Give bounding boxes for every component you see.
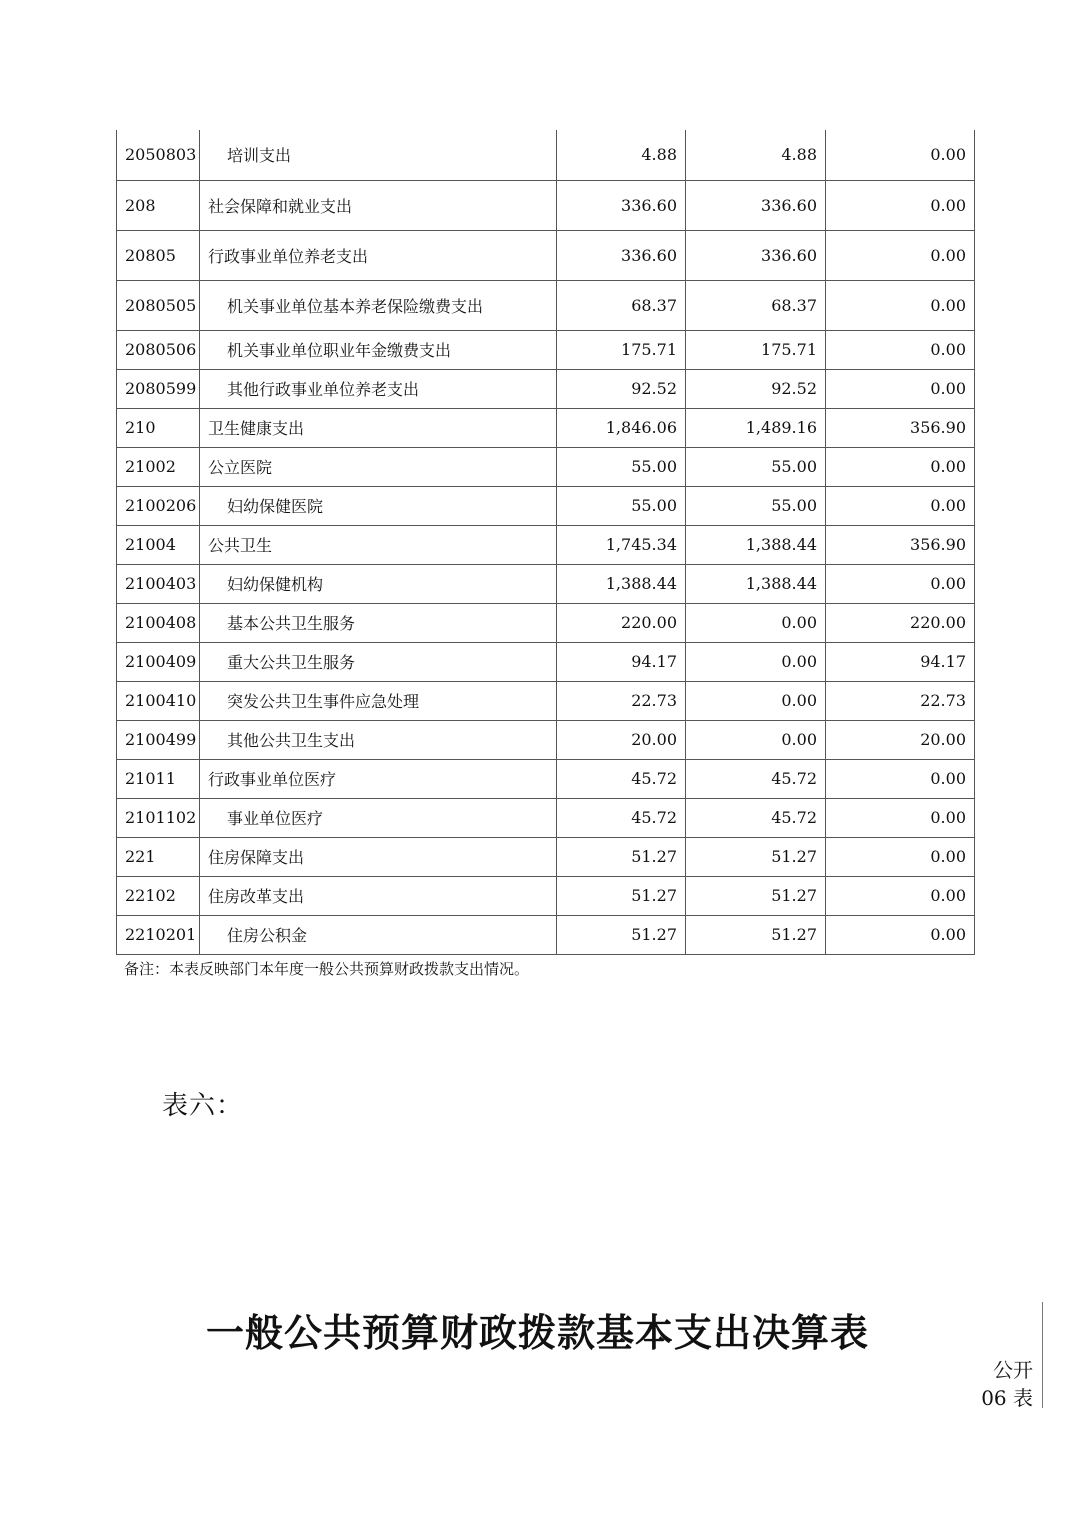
basic-amount-cell: 51.27: [686, 837, 826, 876]
subject-name-cell: 卫生健康支出: [200, 408, 557, 447]
project-amount-cell: 0.00: [826, 486, 975, 525]
table-row: [117, 915, 975, 954]
subject-name-cell: 其他行政事业单位养老支出: [200, 369, 557, 408]
page-title: 一般公共预算财政拨款基本支出决算表: [205, 1310, 869, 1355]
project-amount-cell: 0.00: [826, 837, 975, 876]
table-row: [117, 447, 975, 486]
subject-name-cell: 住房保障支出: [200, 837, 557, 876]
subject-code-cell: 21011: [117, 759, 200, 798]
project-amount-cell: 0.00: [826, 564, 975, 603]
subject-code-cell: 2050803: [117, 130, 200, 180]
basic-amount-cell: 0.00: [686, 720, 826, 759]
total-amount-cell: 175.71: [557, 330, 686, 369]
table-code-line-1: 公开: [993, 1358, 1033, 1382]
basic-amount-cell: 4.88: [686, 130, 826, 180]
subject-name-cell: 妇幼保健机构: [200, 564, 557, 603]
project-amount-cell: 0.00: [826, 447, 975, 486]
subject-code-cell: 2080505: [117, 280, 200, 330]
basic-amount-cell: 1,388.44: [686, 525, 826, 564]
table-body: [117, 130, 975, 954]
subject-code-cell: 2101102: [117, 798, 200, 837]
project-amount-cell: 0.00: [826, 369, 975, 408]
subject-name-cell: 住房公积金: [200, 915, 557, 954]
subject-name-cell: 事业单位医疗: [200, 798, 557, 837]
project-amount-cell: 0.00: [826, 230, 975, 280]
table-row: [117, 642, 975, 681]
subject-name-cell: 重大公共卫生服务: [200, 642, 557, 681]
subject-name-cell: 住房改革支出: [200, 876, 557, 915]
table-row: [117, 280, 975, 330]
subject-code-cell: 2100499: [117, 720, 200, 759]
table-row: [117, 408, 975, 447]
subject-code-cell: 21002: [117, 447, 200, 486]
basic-amount-cell: 45.72: [686, 798, 826, 837]
total-amount-cell: 51.27: [557, 876, 686, 915]
total-amount-cell: 51.27: [557, 915, 686, 954]
total-amount-cell: 92.52: [557, 369, 686, 408]
total-amount-cell: 1,388.44: [557, 564, 686, 603]
subject-code-cell: 21004: [117, 525, 200, 564]
subject-code-cell: 2100403: [117, 564, 200, 603]
total-amount-cell: 55.00: [557, 486, 686, 525]
table-row: [117, 681, 975, 720]
basic-amount-cell: 0.00: [686, 603, 826, 642]
table-row: [117, 486, 975, 525]
subject-name-cell: 公立医院: [200, 447, 557, 486]
project-amount-cell: 0.00: [826, 130, 975, 180]
table-row: [117, 564, 975, 603]
basic-amount-cell: 55.00: [686, 486, 826, 525]
subject-code-cell: 208: [117, 180, 200, 230]
basic-amount-cell: 336.60: [686, 230, 826, 280]
table-code: [981, 1356, 1033, 1412]
basic-amount-cell: 68.37: [686, 280, 826, 330]
total-amount-cell: 51.27: [557, 837, 686, 876]
table-row: [117, 603, 975, 642]
total-amount-cell: 22.73: [557, 681, 686, 720]
project-amount-cell: 356.90: [826, 408, 975, 447]
table-row: [117, 798, 975, 837]
project-amount-cell: 94.17: [826, 642, 975, 681]
project-amount-cell: 356.90: [826, 525, 975, 564]
table-row: [117, 130, 975, 180]
total-amount-cell: 4.88: [557, 130, 686, 180]
expenditure-table: [116, 130, 975, 955]
basic-amount-cell: 92.52: [686, 369, 826, 408]
total-amount-cell: 336.60: [557, 230, 686, 280]
subject-name-cell: 机关事业单位基本养老保险缴费支出: [200, 280, 557, 330]
table-row: [117, 720, 975, 759]
project-amount-cell: 0.00: [826, 759, 975, 798]
table-row: [117, 759, 975, 798]
total-amount-cell: 55.00: [557, 447, 686, 486]
subject-name-cell: 社会保障和就业支出: [200, 180, 557, 230]
total-amount-cell: 45.72: [557, 798, 686, 837]
table-row: [117, 525, 975, 564]
basic-amount-cell: 0.00: [686, 642, 826, 681]
project-amount-cell: 0.00: [826, 330, 975, 369]
subject-code-cell: 221: [117, 837, 200, 876]
basic-amount-cell: 1,489.16: [686, 408, 826, 447]
table-row: [117, 369, 975, 408]
subject-code-cell: 2210201: [117, 915, 200, 954]
basic-amount-cell: 175.71: [686, 330, 826, 369]
table-row: [117, 180, 975, 230]
subject-name-cell: 机关事业单位职业年金缴费支出: [200, 330, 557, 369]
project-amount-cell: 0.00: [826, 180, 975, 230]
total-amount-cell: 336.60: [557, 180, 686, 230]
basic-amount-cell: 55.00: [686, 447, 826, 486]
subject-name-cell: 突发公共卫生事件应急处理: [200, 681, 557, 720]
project-amount-cell: 220.00: [826, 603, 975, 642]
subject-name-cell: 行政事业单位医疗: [200, 759, 557, 798]
subject-name-cell: 基本公共卫生服务: [200, 603, 557, 642]
table-row: [117, 330, 975, 369]
subject-code-cell: 2100408: [117, 603, 200, 642]
total-amount-cell: 45.72: [557, 759, 686, 798]
subject-name-cell: 行政事业单位养老支出: [200, 230, 557, 280]
total-amount-cell: 220.00: [557, 603, 686, 642]
table-row: [117, 876, 975, 915]
table-row: [117, 837, 975, 876]
table-code-line-2: 06 表: [981, 1386, 1033, 1410]
basic-amount-cell: 336.60: [686, 180, 826, 230]
project-amount-cell: 0.00: [826, 798, 975, 837]
project-amount-cell: 22.73: [826, 681, 975, 720]
subject-name-cell: 妇幼保健医院: [200, 486, 557, 525]
total-amount-cell: 1,846.06: [557, 408, 686, 447]
subject-name-cell: 其他公共卫生支出: [200, 720, 557, 759]
subject-name-cell: 公共卫生: [200, 525, 557, 564]
basic-amount-cell: 0.00: [686, 681, 826, 720]
subject-code-cell: 210: [117, 408, 200, 447]
table-note: 备注：本表反映部门本年度一般公共预算财政拨款支出情况。: [124, 960, 530, 978]
basic-amount-cell: 1,388.44: [686, 564, 826, 603]
subject-code-cell: 20805: [117, 230, 200, 280]
total-amount-cell: 94.17: [557, 642, 686, 681]
side-divider: [1042, 1302, 1043, 1408]
table-row: [117, 230, 975, 280]
subject-code-cell: 2100206: [117, 486, 200, 525]
subject-code-cell: 2080506: [117, 330, 200, 369]
project-amount-cell: 0.00: [826, 915, 975, 954]
total-amount-cell: 1,745.34: [557, 525, 686, 564]
subject-name-cell: 培训支出: [200, 130, 557, 180]
basic-amount-cell: 51.27: [686, 915, 826, 954]
subject-code-cell: 2080599: [117, 369, 200, 408]
table-number-label: 表六：: [162, 1091, 244, 1121]
total-amount-cell: 68.37: [557, 280, 686, 330]
basic-amount-cell: 45.72: [686, 759, 826, 798]
project-amount-cell: 0.00: [826, 280, 975, 330]
subject-code-cell: 2100409: [117, 642, 200, 681]
total-amount-cell: 20.00: [557, 720, 686, 759]
subject-code-cell: 2100410: [117, 681, 200, 720]
project-amount-cell: 20.00: [826, 720, 975, 759]
subject-code-cell: 22102: [117, 876, 200, 915]
basic-amount-cell: 51.27: [686, 876, 826, 915]
project-amount-cell: 0.00: [826, 876, 975, 915]
